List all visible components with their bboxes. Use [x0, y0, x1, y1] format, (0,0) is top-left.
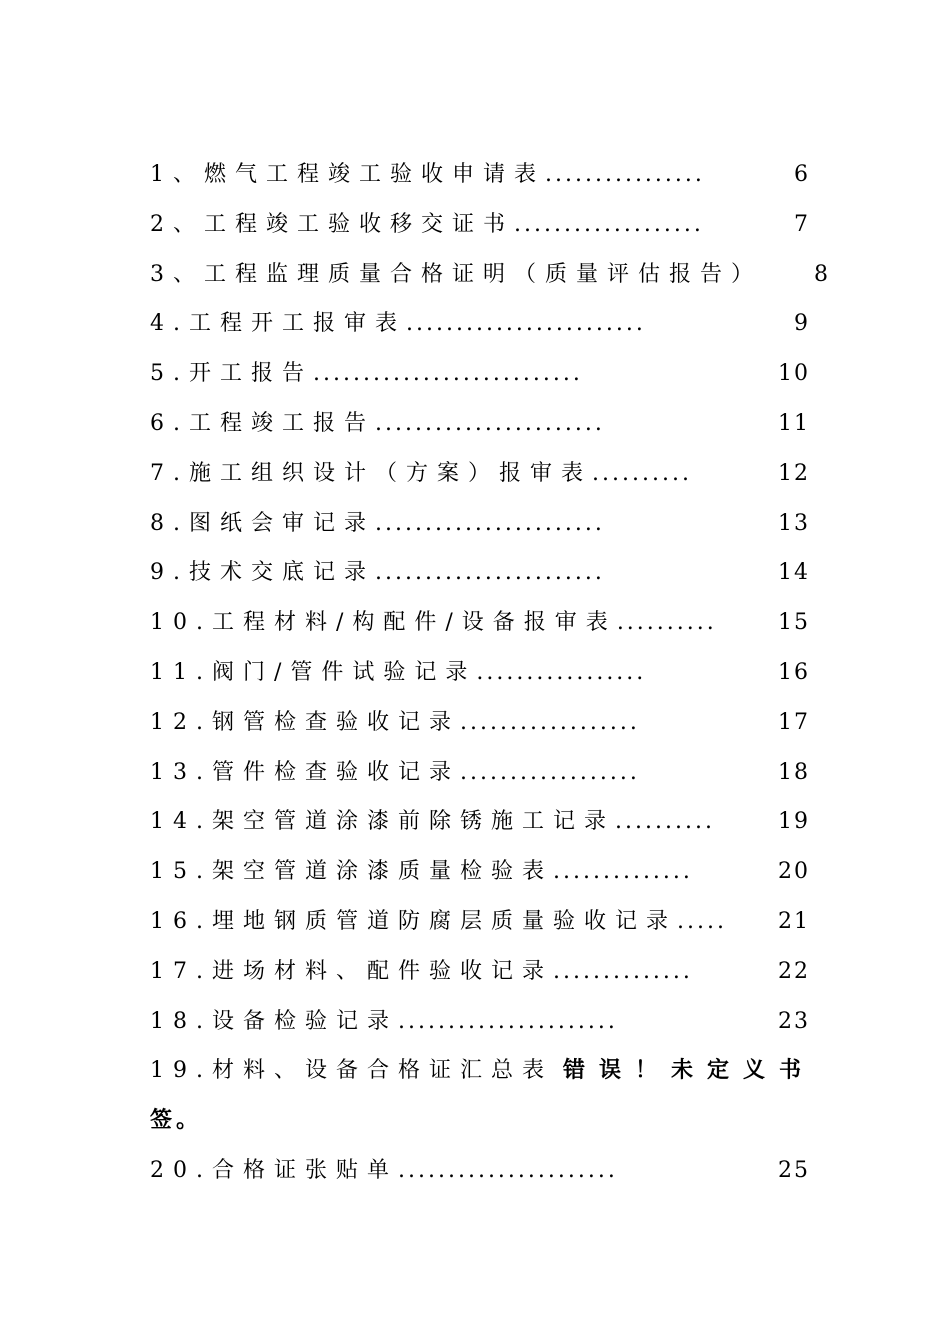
toc-leader: ..................: [460, 709, 640, 735]
toc-entry-label: 11.阀门/管件试验记录: [150, 659, 477, 685]
toc-entry-label: 9.技术交底记录: [150, 560, 375, 586]
toc-entry-11[interactable]: [150, 648, 830, 698]
toc-entry-3[interactable]: [150, 250, 830, 300]
toc-leader: ..........: [615, 809, 715, 835]
toc-leader: .......................: [375, 510, 605, 536]
toc-entry-2[interactable]: [150, 200, 830, 250]
toc-entry-label: 20.合格证张贴单: [150, 1157, 398, 1183]
table-of-contents: [150, 150, 830, 1196]
toc-error-continuation: [150, 1096, 830, 1146]
toc-page-number: 15: [778, 610, 810, 636]
toc-entry-15[interactable]: [150, 847, 830, 897]
toc-page-number: 13: [778, 510, 810, 536]
toc-entry-label: 14.架空管道涂漆前除锈施工记录: [150, 809, 615, 835]
toc-page-number: 21: [778, 908, 810, 934]
toc-entry-20[interactable]: [150, 1146, 830, 1196]
toc-page-number: 6: [794, 162, 810, 187]
toc-entry-13[interactable]: [150, 748, 830, 798]
toc-error-text: 错误！未定义书: [563, 1057, 816, 1084]
toc-entry-8[interactable]: [150, 499, 830, 549]
toc-page-number: 25: [778, 1157, 810, 1183]
toc-leader: ...........................: [313, 361, 583, 387]
toc-leader: ..........: [592, 460, 692, 486]
toc-leader: ..............: [553, 859, 693, 885]
toc-entry-17[interactable]: [150, 947, 830, 997]
toc-page-number: 22: [778, 958, 810, 984]
toc-entry-label: 2、工程竣工验收移交证书: [150, 211, 514, 237]
toc-leader: .......................: [375, 410, 605, 436]
toc-entry-label: 1、燃气工程竣工验收申请表: [150, 162, 545, 187]
toc-entry-10[interactable]: [150, 598, 830, 648]
toc-page-number: 23: [778, 1008, 810, 1034]
toc-leader: ..............: [553, 958, 693, 984]
toc-entry-5[interactable]: [150, 349, 830, 399]
toc-entry-label: 5.开工报告: [150, 361, 313, 387]
toc-entry-label: 18.设备检验记录: [150, 1008, 398, 1034]
toc-entry-1[interactable]: [150, 150, 830, 200]
toc-entry-label: 6.工程竣工报告: [150, 410, 375, 436]
toc-leader: ...................: [514, 211, 704, 237]
toc-entry-label: 3、工程监理质量合格证明（质量评估报告）: [150, 261, 762, 287]
toc-page-number: 19: [778, 809, 810, 835]
toc-entry-18[interactable]: [150, 997, 830, 1047]
toc-entry-7[interactable]: [150, 449, 830, 499]
toc-page-number: 20: [778, 859, 810, 885]
toc-page-number: 8: [814, 261, 830, 287]
toc-entry-6[interactable]: [150, 399, 830, 449]
toc-page-number: 10: [778, 361, 810, 387]
toc-entry-label: 15.架空管道涂漆质量检验表: [150, 859, 553, 885]
toc-page-number: 12: [778, 460, 810, 486]
toc-entry-label: 4.工程开工报审表: [150, 311, 406, 337]
toc-entry-label: 13.管件检查验收记录: [150, 759, 460, 785]
toc-leader: ................: [545, 162, 705, 187]
toc-page-number: 18: [778, 759, 810, 785]
toc-entry-12[interactable]: [150, 698, 830, 748]
toc-page-number: 7: [794, 211, 810, 237]
toc-entry-label: 7.施工组织设计（方案）报审表: [150, 460, 592, 486]
toc-leader: ..........: [616, 610, 717, 636]
toc-entry-19[interactable]: [150, 1046, 830, 1096]
toc-entry-label: 12.钢管检查验收记录: [150, 709, 460, 735]
toc-leader: ......................: [398, 1157, 618, 1183]
toc-page-number: 14: [778, 560, 810, 586]
toc-entry-label: 10.工程材料/构配件/设备报审表: [150, 610, 617, 636]
toc-entry-label: 17.进场材料、配件验收记录: [150, 958, 553, 984]
toc-error-continuation-text: 签。: [150, 1107, 203, 1134]
toc-entry-16[interactable]: [150, 897, 830, 947]
toc-entry-label: 8.图纸会审记录: [150, 510, 375, 536]
toc-entry-14[interactable]: [150, 797, 830, 847]
toc-entry-label: 19.材料、设备合格证汇总表: [150, 1058, 553, 1084]
toc-page-number: 16: [778, 659, 810, 685]
toc-entry-label: 16.埋地钢质管道防腐层质量验收记录: [150, 908, 677, 934]
toc-leader: ..................: [460, 759, 640, 785]
toc-page-number: 17: [778, 709, 810, 735]
toc-leader: .......................: [375, 560, 605, 586]
toc-leader: .................: [476, 659, 647, 685]
toc-page-number: 11: [778, 410, 810, 436]
toc-leader: ......................: [398, 1008, 618, 1034]
toc-leader: .....: [677, 908, 727, 934]
toc-entry-4[interactable]: [150, 299, 830, 349]
toc-page-number: 9: [794, 311, 810, 337]
toc-entry-9[interactable]: [150, 548, 830, 598]
toc-leader: ........................: [406, 311, 646, 337]
